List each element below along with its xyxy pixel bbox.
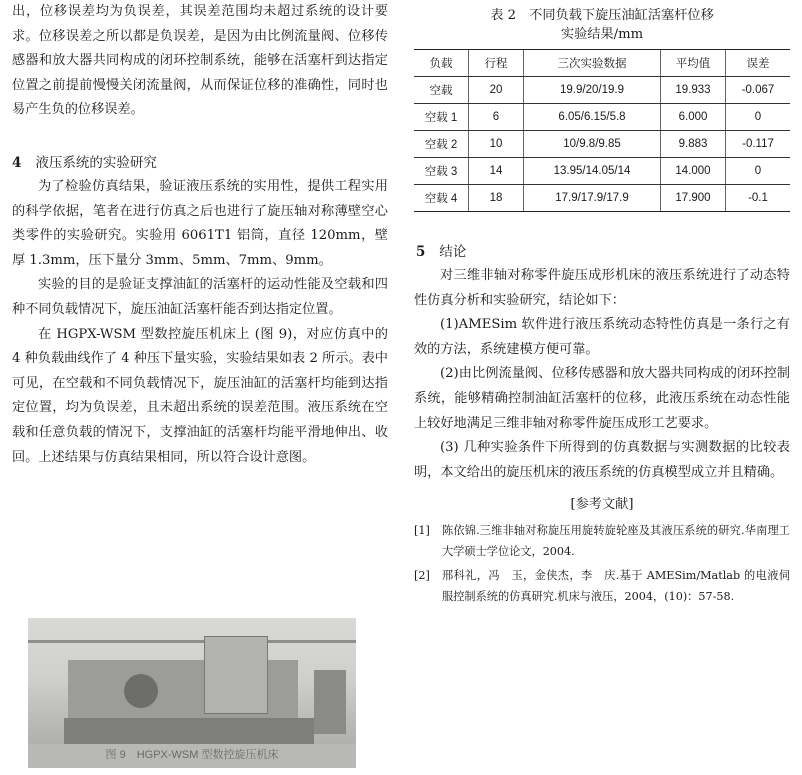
right-column xyxy=(414,0,790,607)
cell-load: 空载 2 xyxy=(414,131,469,158)
reference-text: 陈依锦.三维非轴对称旋压用旋转旋轮座及其液压系统的研究.华南理工大学硕士学位论文，2004. xyxy=(442,524,790,559)
cell-stroke: 20 xyxy=(469,77,524,104)
cell-average: 6.000 xyxy=(661,104,726,131)
table-header-row xyxy=(414,50,790,77)
conclusion-item-3: (3) 几种实验条件下所得到的仿真数据与实测数据的比较表明，本文给出的旋压机床的液压系统的仿真模型成立并且精确。 xyxy=(414,440,790,480)
cell-trials: 10/9.8/9.85 xyxy=(524,131,661,158)
paragraph-experiment-results: 在 HGPX-WSM 型数控旋压机床上 (图 9)，对应仿真中的 4 种负载曲线作了 4 种压下量实验，实验结果如表 2 所示。表中可见，在空载和不同负载情况下，旋压油缸的活塞杆均能到达指定位置，均为负误差，且未超出系统的误差范围。液压系统在空载和任意负载的情况下，支撑油缸的活塞杆均能平滑地伸出、收回。上述结果与仿真结果相同，所以符合设计意图。 xyxy=(12,326,388,465)
header-three-trials: 三次实验数据 xyxy=(524,50,661,77)
header-load: 负载 xyxy=(414,50,469,77)
table-2-caption xyxy=(414,6,790,44)
section-4-title: 液压系统的实验研究 xyxy=(35,154,157,171)
cell-load: 空载 xyxy=(414,77,469,104)
photo-pipe xyxy=(28,640,356,643)
table-row xyxy=(414,158,790,185)
paragraph-experiment-goal: 实验的目的是验证支撑油缸的活塞杆的运动性能及空载和四种不同负载情况下，旋压油缸活塞杆能否到达指定位置。 xyxy=(12,277,388,317)
cell-load: 空载 1 xyxy=(414,104,469,131)
cell-error: -0.1 xyxy=(726,185,791,212)
cell-error: -0.067 xyxy=(726,77,791,104)
cell-average: 14.000 xyxy=(661,158,726,185)
reference-item xyxy=(414,520,790,562)
cell-stroke: 6 xyxy=(469,104,524,131)
conclusion-item-2: (2)由比例流量阀、位移传感器和放大器共同构成的闭环控制系统，能够精确控制油缸活塞杆的位移，此液压系统在动态性能上较好地满足三维非轴对称零件旋压成形工艺要求。 xyxy=(414,366,790,431)
table-2-caption-line-2: 实验结果/mm xyxy=(560,27,644,42)
references-heading: [参考文献] xyxy=(570,497,634,513)
header-average: 平均值 xyxy=(661,50,726,77)
header-error: 误差 xyxy=(726,50,791,77)
reference-number: [2] xyxy=(414,569,430,583)
cell-trials: 13.95/14.05/14 xyxy=(524,158,661,185)
paragraph-top: 出，位移误差均为负误差，其误差范围均未超过系统的设计要求。位移误差之所以都是负误差，是因为由比例流量阀、位移传感器和放大器共同构成的闭环控制系统，能够在活塞杆到达指定位置之前提前慢慢关闭流量阀，从而保证位移的准确性，同时也易产生负的位移误差。 xyxy=(12,4,388,118)
cell-error: 0 xyxy=(726,104,791,131)
cell-error: -0.117 xyxy=(726,131,791,158)
reference-number: [1] xyxy=(414,524,430,538)
left-column xyxy=(12,0,388,470)
header-stroke: 行程 xyxy=(469,50,524,77)
cell-load: 空载 3 xyxy=(414,158,469,185)
section-5-heading xyxy=(416,240,790,264)
table-2-caption-line-1: 表 2 不同负载下旋压油缸活塞杆位移 xyxy=(490,8,714,23)
table-row xyxy=(414,77,790,104)
conclusion-intro: 对三维非轴对称零件旋压成形机床的液压系统进行了动态特性仿真分析和实验研究，结论如下： xyxy=(414,268,790,308)
photo-side-box xyxy=(314,670,346,734)
section-4-number: 4 xyxy=(12,154,22,171)
conclusion-item-1: (1)AMESim 软件进行液压系统动态特性仿真是一条行之有效的方法，系统建模方便可靠。 xyxy=(414,317,790,357)
reference-item xyxy=(414,565,790,607)
cell-stroke: 18 xyxy=(469,185,524,212)
paragraph-experiment-purpose: 为了检验仿真结果，验证液压系统的实用性，提供工程实用的科学依据，笔者在进行仿真之后也进行了旋压轴对称薄壁空心类零件的实验研究。实验用 6061T1 铝筒，直径 120mm，壁厚 1.3mm，压下量分 3mm、5mm、7mm、9mm。 xyxy=(12,178,388,268)
section-5-title: 结论 xyxy=(439,244,467,260)
cell-trials: 17.9/17.9/17.9 xyxy=(524,185,661,212)
cell-stroke: 14 xyxy=(469,158,524,185)
reference-text: 邢科礼，冯 玉，金侠杰，李 庆.基于 AMESim/Matlab 的电液伺服控制系统的仿真研究.机床与液压，2004，(10)：57-58. xyxy=(442,569,790,604)
cell-trials: 19.9/20/19.9 xyxy=(524,77,661,104)
photo-control-cabinet xyxy=(204,636,268,714)
figure-9-caption: 图 9 HGPX-WSM 型数控旋压机床 xyxy=(105,749,279,761)
photo-machine-base xyxy=(64,718,314,744)
section-5-number: 5 xyxy=(416,244,426,260)
table-row xyxy=(414,185,790,212)
cell-load: 空载 4 xyxy=(414,185,469,212)
cell-error: 0 xyxy=(726,158,791,185)
table-row xyxy=(414,131,790,158)
cell-trials: 6.05/6.15/5.8 xyxy=(524,104,661,131)
figure-9-photo xyxy=(28,618,356,768)
table-row xyxy=(414,104,790,131)
photo-chuck xyxy=(124,674,158,708)
cell-average: 17.900 xyxy=(661,185,726,212)
table-2 xyxy=(414,49,790,212)
cell-stroke: 10 xyxy=(469,131,524,158)
cell-average: 19.933 xyxy=(661,77,726,104)
cell-average: 9.883 xyxy=(661,131,726,158)
section-4-heading xyxy=(12,151,388,175)
